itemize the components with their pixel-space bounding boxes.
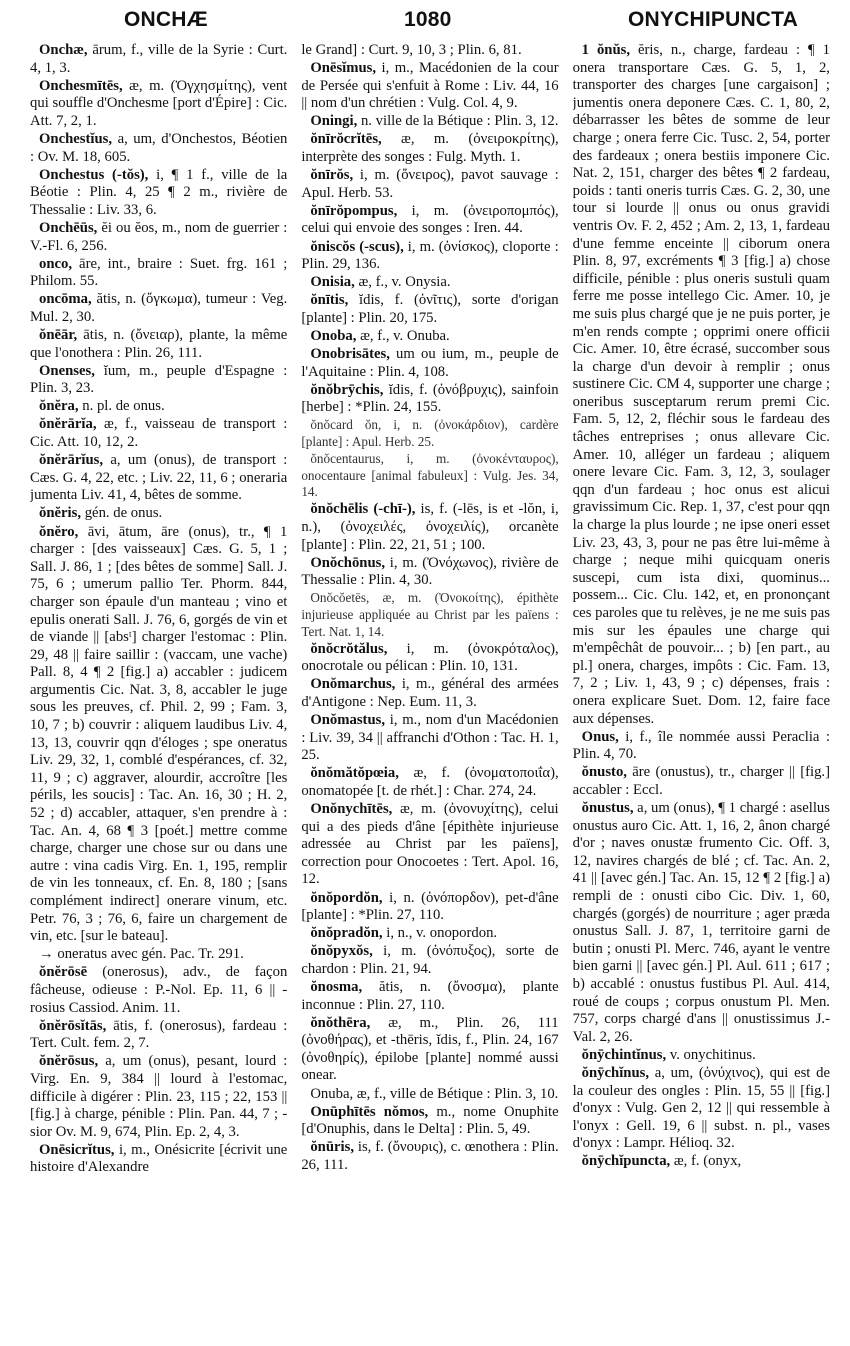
dictionary-entry: [30, 452, 287, 505]
column-right: [573, 42, 830, 1338]
dictionary-entry: [301, 382, 558, 417]
entry-headword: ŏnŏcrŏtălus,: [310, 640, 388, 657]
entry-headword: ŏnĕris,: [39, 505, 82, 522]
entry-definition: æ, f. (onyx,: [670, 1153, 742, 1170]
entry-definition: æ, m. (Ὀγχησμίτης), vent qui souffle d'Onchesme [port d'Épire] : Cic. Att. 7, 2, 1.: [30, 77, 288, 129]
dictionary-entry: [301, 943, 558, 978]
entry-definition: Onuba, æ, f., ville de Bétique : Plin. 3, 10.: [310, 1085, 559, 1102]
dictionary-entry: [301, 1015, 558, 1085]
entry-headword: ŏnȳchĭpuncta,: [581, 1153, 671, 1170]
entry-definition: v. onychitinus.: [666, 1046, 756, 1063]
entry-definition: i, m. (ὀνόπυξος), sorte de chardon : Plin. 21, 94.: [301, 943, 559, 977]
running-head-right: ONYCHIPUNCTA: [628, 8, 799, 31]
entry-headword: ŏniscŏs (-scus),: [310, 238, 404, 255]
dictionary-entry: [573, 729, 830, 764]
entry-headword: Onŏmastus,: [310, 712, 386, 729]
entry-definition: ātis, f. (onerosus), fardeau : Tert. Cult. fem. 2, 7.: [30, 1017, 288, 1052]
entry-definition: i, n. (ὀνόπορδον), pet-d'âne [plante] : *Plin. 27, 110.: [301, 889, 559, 924]
column-middle: [301, 42, 558, 1338]
entry-definition: i, m. (ὀνοκρόταλος), onocrotale ou pélican : Plin. 10, 131.: [301, 640, 559, 675]
entry-headword: Onŏnychītēs,: [310, 801, 393, 818]
entry-definition: ĕris, n., charge, fardeau : ¶ 1 onera transportare Cæs. G. 5, 1, 2, transporter des charges [une cargaison] ; jumentis onera deponere Cæs. C. 1, 80, 2, débarrasser les bêtes de somme de leur charge ; onera ferre Cic. Tusc. 2, 54, porter des fardeaux ; onera bestiis imponere Cic. Nat. 2, 151, charger des bêtes ¶ 2 fardeau, poids : tanti oneris turris Cæs. G. 2, 30, une tour si lourde || onus ou onus gravidi ventris Ov. F. 2, 452 ; Am. 2, 13, 1, fardeau d'une femme enceinte || ciborum onera Plin. 8, 97, excréments ¶ 3 [fig.] a) chose difficile, pénible : plus oneris sustuli quam ferre me posse intellego Cic. Amer. 10, je me suis plus chargé que je ne puis porter, je m'en rends compte ; opprimi onere officii Cic. Amer. 10, être écrasé, succomber sous la charge d'un devoir à remplir ; onus sustinere Cic. CM 4, supporter une charge ; oneribus susceptarum rerum premi Cic. Fam. 5, 12, 2, fléchir sous le fardeau des tâches entreprises ; onus allevare Cic. Amer. 10, alléger un fardeau ; aliquem onere levare Cic. Fam. 3, 12, 3, soulager qqn d'un fardeau ; hoc onus est alicui gravissimum Cic. Rep. 1, 37, c'est pour qqn la charge la plus lourde ; ne ipse oneri esset Liv. 23, 43, 3, pour ne pas être lui-même à charge ; neque mihi quicquam oneris suscepi, cum ista dixi, quominus... possem... Cic. Clu. 142, et, en prononçant ces paroles que tu relèves, je ne me suis pas mis sur les épaules une charge qui m'empêchât de pouvoir... ; b) [en part., au pl.] onera, charges, impôts : Cic. Fam. 13, 7, 2 ; Liv. 1, 43, 9 ; c) dépenses, frais : onera explicare Suet. Dom. 12, faire face aux dépenses.: [572, 42, 830, 727]
dictionary-entry: [301, 239, 558, 274]
entry-headword: ŏnīrŏcrĭtēs,: [310, 131, 382, 148]
entry-definition: m., nome Onuphite [d'Onuphis, dans le Delta] : Plin. 5, 49.: [301, 1103, 559, 1138]
entry-headword: ŏnustus,: [581, 800, 634, 817]
dictionary-entry: [301, 925, 558, 943]
entry-headword: Onoba,: [310, 328, 357, 344]
entry-definition: i, m. (ὄνειρος), pavot sauvage : Apul. Herb. 53.: [301, 167, 559, 201]
entry-headword: ŏnŏpordŏn,: [310, 889, 383, 906]
entry-headword: ŏnĕrōsē: [39, 964, 88, 981]
entry-headword: ŏnȳchĭnus,: [581, 1064, 650, 1081]
entry-definition: æ, f. (ὀνοματοποιΐα), onomatopée [t. de rhét.] : Char. 274, 24.: [301, 765, 559, 799]
dictionary-entry: [573, 1065, 830, 1153]
entry-headword: ŏnīrŏpompus,: [310, 202, 398, 219]
entry-headword: Onus,: [581, 728, 619, 745]
dictionary-entry: [573, 800, 830, 1046]
dictionary-entry: [30, 42, 287, 77]
dictionary-entry: [30, 946, 287, 964]
entry-definition: ĭum, m., peuple d'Espagne : Plin. 3, 23.: [30, 362, 288, 397]
dictionary-entry: [301, 42, 558, 60]
dictionary-entry: [573, 1153, 830, 1171]
dictionary-entry: [30, 220, 287, 255]
entry-headword: ŏnĕrārĭa,: [39, 416, 97, 433]
entry-headword: ŏnŏchēlis (-chī-),: [310, 501, 416, 518]
entry-definition: āre (onustus), tr., charger || [fig.] accabler : Eccl.: [572, 764, 830, 798]
entry-definition: æ, f., v. Onuba.: [356, 328, 450, 344]
dictionary-entry: [573, 764, 830, 799]
dictionary-entry: [301, 590, 558, 640]
entry-headword: ŏnosma,: [310, 978, 363, 995]
column-left: [30, 42, 287, 1338]
entry-definition: a, um (onus), ¶ 1 chargé : asellus onustus auro Cic. Att. 1, 16, 2, ânon chargé d'or ; naves onustæ frumento Cic. Off. 3, 12, navires chargés de blé ; cf. Tac. An. 2, 41 || [avec gén.] Tac. An. 15, 12 ¶ 2 [fig.] a) rempli de : onusti cibo Cic. Div. 1, 60, chargés (gorgés) de nourriture ; ager præda onustus Sall. J. 87, 1, territoire garni de butin ; onusti Pl. Merc. 746, ayant le ventre bien garni || [avec gén.] Pl. Aul. 611 ; 617 ; b) accablé : onustus fustibus Pl. Aul. 414, roué de coups ; corpus onustum Pl. Men. 757, corps chargé d'ans || onustissimus J.-Val. 2, 26.: [572, 800, 830, 1045]
entry-definition: is, f. (ὄνουρις), c. œnothera : Plin. 26, 111.: [301, 1139, 559, 1173]
entry-headword: ŏnēār,: [39, 327, 78, 343]
entry-headword: ŏnĕra,: [39, 398, 79, 415]
entry-headword: ŏnĕro,: [39, 523, 79, 540]
running-head-left: ONCHÆ: [124, 8, 208, 31]
dictionary-entry: [573, 1047, 830, 1065]
dictionary-entry: [301, 1104, 558, 1139]
entry-headword: ŏnĕrārĭus,: [39, 452, 104, 469]
entry-definition: ĭdis, f. (ὀνῖτις), sorte d'origan [plante] : Plin. 20, 175.: [301, 292, 559, 326]
dictionary-entry: [301, 60, 558, 113]
dictionary-entry: [301, 417, 558, 450]
dictionary-entry: [30, 398, 287, 416]
entry-headword: oncōma,: [39, 291, 92, 308]
entry-headword: Onchēūs,: [39, 219, 98, 236]
dictionary-entry: [573, 42, 830, 728]
dictionary-entry: [30, 1142, 287, 1177]
entry-headword: Onenses,: [39, 362, 95, 379]
entry-headword: ŏnītis,: [310, 292, 349, 309]
entry-definition: ĭdis, f. (ὀνόβρυχις), sainfoin [herbe] : *Plin. 24, 155.: [301, 381, 559, 416]
page-header: [0, 8, 850, 38]
entry-headword: Onēsicrĭtus,: [39, 1141, 115, 1158]
dictionary-entry: [30, 363, 287, 398]
entry-definition: a, um, (ὀνύχινος), qui est de la couleur des ongles : Plin. 15, 55 || [fig.] d'onyx : Vulg. Gen 2, 12 || qui ressemble à l'onyx : Gell. 19, 6 || subst. n. pl., vases d'onyx : Lampr. Hélioq. 32.: [572, 1064, 830, 1152]
entry-definition: a, um, d'Onchestos, Béotien : Ov. M. 18, 605.: [30, 130, 288, 165]
entry-headword: ŏnusto,: [581, 764, 627, 781]
entry-headword: Onisia,: [310, 274, 355, 291]
dictionary-entry: [30, 1053, 287, 1141]
entry-headword: Onchestĭus,: [39, 130, 113, 147]
dictionary-entry: [30, 416, 287, 451]
entry-definition: is, f. (-lēs, is et -lŏn, i, n.), (ὀνοχειλές, ὀνοχειλίς), orcanète [plante] : Plin. 22, 21, 51 ; 100.: [301, 501, 559, 553]
entry-headword: Onchestus (-tŏs),: [39, 166, 149, 183]
dictionary-entry: [301, 131, 558, 166]
dictionary-entry: [30, 256, 287, 291]
entry-definition: um ou ium, m., peuple de l'Aquitaine : Plin. 4, 108.: [301, 346, 559, 380]
entry-headword: ŏnūris,: [310, 1139, 354, 1156]
entry-definition: i, m., général des armées d'Antigone : Nep. Eum. 11, 3.: [301, 676, 559, 710]
entry-definition: le Grand] : Curt. 9, 10, 3 ; Plin. 6, 81.: [301, 42, 522, 58]
dictionary-entry: [30, 78, 287, 131]
dictionary-entry: [301, 555, 558, 590]
entry-definition: æ, m. (ὀνονυχίτης), celui qui a des pieds d'âne [épithète injurieuse adressée au Christ par les païens], correction pour Onocoetes : Tert. Apol. 16, 12.: [301, 801, 559, 888]
dictionary-entry: [30, 1018, 287, 1053]
entry-headword: Onŏchōnus,: [310, 554, 386, 571]
dictionary-entry: [301, 203, 558, 238]
dictionary-entry: [301, 274, 558, 292]
dictionary-entry: [301, 501, 558, 554]
dictionary-entry: [301, 712, 558, 765]
dictionary-entry: [301, 451, 558, 501]
dictionary-entry: [30, 524, 287, 946]
entry-definition: ĕi ou ĕos, m., nom de guerrier : V.-Fl. 6, 256.: [30, 219, 288, 254]
entry-definition: i, ¶ 1 f., ville de la Béotie : Plin. 4, 25 ¶ 2 m., rivière de Thessalie : Liv. 33, 6.: [30, 166, 288, 218]
entry-definition: ătis, n. (ὄνοσμα), plante inconnue : Plin. 27, 110.: [301, 978, 559, 1013]
entry-definition: i, m. (Ὀνόχωνος), rivière de Thessalie : Plin. 4, 30.: [301, 554, 559, 589]
dictionary-entry: [301, 292, 558, 327]
dictionary-entry: [301, 1139, 558, 1174]
dictionary-entry: [301, 113, 558, 131]
entry-definition: i, m., Macédonien de la cour de Persée qui s'enfuit à Rome : Liv. 44, 16 || nom d'un chrétien : Vulg. Col. 4, 9.: [301, 60, 559, 112]
entry-definition: n. pl. de onus.: [78, 398, 165, 415]
entry-headword: Onobrisātes,: [310, 346, 390, 363]
entry-headword: Onchesmītēs,: [39, 77, 123, 94]
dictionary-entry: [301, 328, 558, 346]
entry-definition: ătis, n. (ὄγκωμα), tumeur : Veg. Mul. 2, 30.: [30, 291, 288, 325]
dictionary-entry: [301, 890, 558, 925]
dictionary-columns: [30, 42, 830, 1338]
entry-headword: Oningi,: [310, 113, 358, 130]
entry-definition: a, um (onus), de transport : Cæs. G. 4, 22, etc. ; Liv. 22, 11, 6 ; oneraria jumenta Liv. 41, 4, bêtes de somme.: [30, 452, 288, 504]
entry-definition: āvi, ātum, āre (onus), tr., ¶ 1 charger : [des vaisseaux] Cæs. G. 5, 1 ; Sall. J. 86, 1 ; [des bêtes de somme] Sall. J. 75, 6 ; umerum pallio Ter. Phorm. 844, charger son épaule d'un manteau ; vino et epulis onerati Sall. J. 76, 6, gorgés de vin et de viande || [absᵗ] charger l'estomac : Plin. 29, 48 || faire saillir : (vaccam, une vache) Pall. 8, 4 ¶ 2 [fig.] a) accabler : judicem argumentis Cic. Nat. 3, 8, accabler le juge sous les preuves, cf. Phil. 2, 99 ; Fam. 3, 10, 7 ; b) couvrir : aliquem laudibus Liv. 4, 13, 13, couvrir qqn d'éloges ; spe oneratus Liv. 29, 32, 1, comblé d'espérances, cf. 32, 11, 9 ; c) aggraver, alourdir, accroître [les périls, les soucis] : Tac. An. 16, 30 ; H. 2, 52 ; d) accabler, attaquer, s'en prendre à : Tac. An. 4, 68 ¶ 3 [poét.] mettre comme charge, charger une chose sur ou dans une autre : vina cadis Virg. En. 1, 195, remplir de vin les tonneaux, cf. En. 8, 180 ; [sans complément indirect] onerare vinum, etc. Petr. 76, 3 ; 76, 6, faire un chargement de vin, etc. [sur le bateau].: [30, 523, 288, 945]
dictionary-entry: [30, 291, 287, 326]
dictionary-entry: [30, 505, 287, 523]
entry-headword: ŏnīrŏs,: [310, 167, 354, 184]
dictionary-entry: [30, 167, 287, 220]
entry-headword: ŏnŏthēra,: [310, 1014, 371, 1031]
entry-headword: ŏnŏbrȳchis,: [310, 381, 384, 398]
entry-headword: ŏnŏpyxŏs,: [310, 943, 373, 960]
entry-headword: ŏnŏmătŏpœia,: [310, 765, 399, 782]
entry-definition: æ, m. (ὀνειροκρίτης), interprète des songes : Fulg. Myth. 1.: [301, 131, 559, 166]
dictionary-entry: [301, 765, 558, 800]
dictionary-entry: [30, 964, 287, 1017]
entry-definition: i, m., Onésicrite [écrivit une histoire d'Alexandre: [30, 1141, 288, 1176]
entry-headword: Onūphītēs nŏmos,: [310, 1103, 429, 1120]
entry-definition: i, m., nom d'un Macédonien : Liv. 39, 34 || affranchi d'Othon : Tac. H. 1, 25.: [301, 712, 559, 764]
entry-headword: ŏnĕrōsĭtās,: [39, 1017, 107, 1034]
entry-definition: → oneratus avec gén. Pac. Tr. 291.: [39, 946, 244, 963]
entry-definition: i, f., île nommée aussi Peraclia : Plin. 4, 70.: [572, 728, 830, 763]
dictionary-entry: [30, 131, 287, 166]
entry-definition: (onerosus), adv., de façon fâcheuse, odieuse : P.-Nol. Ep. 11, 6 || -rosius Cassiod. Anim. 11.: [30, 964, 288, 1016]
entry-definition: n. ville de la Bétique : Plin. 3, 12.: [357, 113, 559, 130]
entry-headword: Onchæ,: [39, 42, 88, 58]
dictionary-entry: [301, 979, 558, 1014]
entry-definition: i, n., v. onopordon.: [382, 925, 498, 942]
page-number: 1080: [404, 8, 452, 31]
dictionary-entry: [30, 327, 287, 362]
entry-definition: ārum, f., ville de la Syrie : Curt. 4, 1, 3.: [30, 42, 288, 76]
dictionary-entry: [301, 167, 558, 202]
entry-headword: onco,: [39, 255, 73, 272]
entry-headword: 1 ŏnŭs,: [581, 42, 631, 58]
entry-headword: ŏnĕrōsus,: [39, 1053, 99, 1070]
entry-definition: æ, f., v. Onysia.: [354, 274, 451, 291]
entry-definition: ŏnŏcentaurus, i, m. (ὀνοκένταυρος), onocentaure [animal fabuleux] : Vulg. Jes. 34, 14.: [301, 451, 559, 500]
entry-definition: Onŏcŏetēs, æ, m. (Ὀνοκοίτης), épithète injurieuse appliquée au Christ par les païens : Tert. Nat. 1, 14.: [301, 590, 559, 639]
dictionary-entry: [301, 1086, 558, 1104]
entry-definition: a, um (onus), pesant, lourd : Virg. En. 9, 384 || lourd à l'estomac, difficile à digérer : Plin. 23, 115 ; 22, 153 || [fig.] à charge, pénible : Plin. Pan. 44, 7 ; -sior Ov. M. 9, 674, Plin. Ep. 2, 4, 3.: [30, 1053, 288, 1140]
entry-headword: ŏnȳchintĭnus,: [581, 1046, 667, 1063]
entry-definition: gén. de onus.: [81, 505, 163, 522]
entry-headword: Onēsĭmus,: [310, 60, 377, 77]
entry-headword: ŏnŏpradŏn,: [310, 925, 383, 942]
dictionary-entry: [301, 801, 558, 889]
dictionary-entry: [301, 641, 558, 676]
entry-definition: ŏnŏcard ŏn, i, n. (ὀνοκάρδιον), cardère [plante] : Apul. Herb. 25.: [301, 417, 559, 450]
entry-definition: ātis, n. (ὄνειαρ), plante, la même que l'onothera : Plin. 26, 111.: [30, 327, 288, 361]
entry-definition: æ, m., Plin. 26, 111 (ὀνοθήρας), et -thēris, ĭdis, f., Plin. 24, 167 (ὀνοθηρίς), épilobe [plante] nommé aussi onear.: [301, 1014, 559, 1084]
entry-definition: æ, f., vaisseau de transport : Cic. Att. 10, 12, 2.: [30, 416, 288, 451]
entry-definition: i, m. (ὀνειροπομπός), celui qui envoie des songes : Iren. 44.: [301, 202, 559, 237]
dictionary-entry: [301, 346, 558, 381]
entry-definition: āre, int., braire : Suet. frg. 161 ; Philom. 55.: [30, 255, 288, 290]
dictionary-entry: [301, 676, 558, 711]
entry-definition: i, m. (ὀνίσκος), cloporte : Plin. 29, 136.: [301, 238, 559, 273]
entry-headword: Onŏmarchus,: [310, 676, 396, 693]
